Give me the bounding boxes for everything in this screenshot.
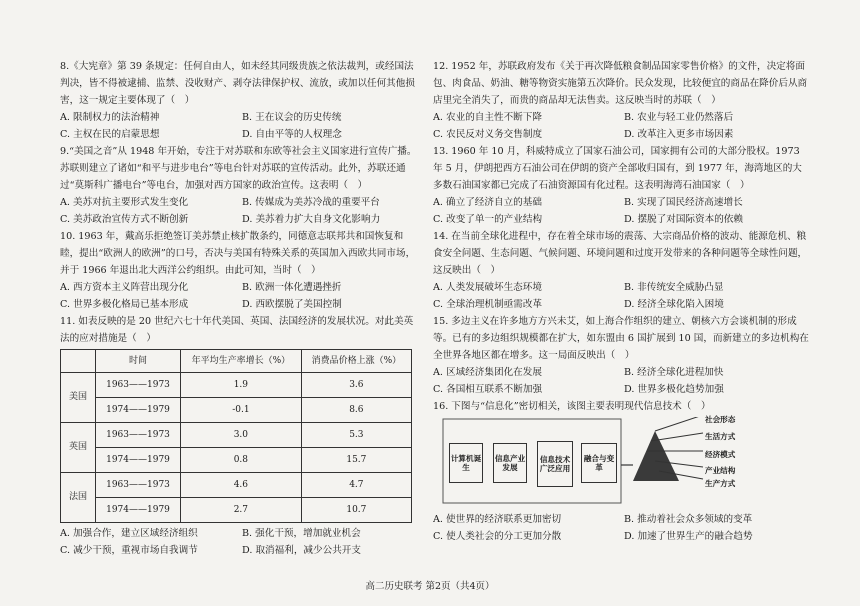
table-row xyxy=(61,423,412,448)
price-cell: 8.6 xyxy=(301,398,411,423)
label-economic-model: 经济模式 xyxy=(705,450,736,459)
box-info-industry: 信息产业发展 xyxy=(493,443,527,483)
question-15 xyxy=(433,313,809,398)
question-11 xyxy=(60,313,418,559)
table-row xyxy=(61,473,412,498)
option-b[interactable]: B. 王在议会的历史传统 xyxy=(242,112,342,123)
option-c[interactable]: C. 主权在民的启蒙思想 xyxy=(60,129,160,140)
table-header-row xyxy=(61,350,412,373)
options xyxy=(433,109,809,143)
informatization-diagram xyxy=(433,417,809,509)
period-cell: 1963——1973 xyxy=(96,373,181,398)
question-text: 14. 在当前全球化进程中，存在着全球市场的震荡、大宗商品价格的波动、能源危机、粮食安全问题、生态问题、气候问题、环境问题和过度开发带来的各种问题等全球性问题，这反映出（ ） xyxy=(433,231,808,276)
label-lifestyle: 生活方式 xyxy=(705,432,736,441)
pointer-line xyxy=(651,433,703,441)
option-b[interactable]: B. 经济全球化进程加快 xyxy=(624,367,724,378)
option-a[interactable]: A. 加强合作，建立区域经济组织 xyxy=(60,528,198,539)
question-text: 12. 1952 年，苏联政府发布《关于再次降低粮食制品国家零售价格》的文件，决定将面包、肉食品、奶油、糖等物资实施第五次降价。民众发现，比较便宜的商品在降价后从商店里完全消失了，而贵的商品却无法售卖。这反映当时的苏联（ ） xyxy=(433,61,808,106)
question-13 xyxy=(433,143,809,228)
question-8 xyxy=(60,58,418,143)
table-row xyxy=(61,448,412,473)
options xyxy=(60,194,418,228)
label-industry-structure: 产业结构 xyxy=(705,466,736,475)
growth-cell: 0.8 xyxy=(181,448,302,473)
left-column xyxy=(60,58,418,559)
country-cell: 英国 xyxy=(61,423,96,473)
option-d[interactable]: D. 改革注入更多市场因素 xyxy=(624,129,734,140)
period-cell: 1974——1979 xyxy=(96,398,181,423)
box-computer-birth: 计算机诞生 xyxy=(449,443,483,483)
option-b[interactable]: B. 推动着社会众多领域的变革 xyxy=(624,514,753,525)
option-c[interactable]: C. 农民反对义务交售制度 xyxy=(433,129,543,140)
pointer-line xyxy=(655,417,703,431)
price-cell: 15.7 xyxy=(301,448,411,473)
question-text: 9.“美国之音”从 1948 年开始，专注于对苏联和东欧等社会主义国家进行宣传广播。苏联则建立了诸如“和平与进步电台”等电台针对苏联的宣传活动。此外，苏联还通过“莫斯科广播电台”等电台，加强对西方国家的政治宣传。这表明（ ） xyxy=(60,146,417,191)
question-text: 10. 1963 年，戴高乐拒绝签订美苏禁止核扩散条约，同德意志联邦共和国恢复和睦，提出“欧洲人的欧洲”的口号，否决与美国有特殊关系的英国加入西欧共同市场，并于 1966 年退出北大西洋公约组织。由此可知，当时（ ） xyxy=(60,231,416,276)
option-d[interactable]: D. 经济全球化陷入困境 xyxy=(624,299,724,310)
economy-table xyxy=(60,349,412,523)
header-cell xyxy=(61,350,96,373)
price-cell: 5.3 xyxy=(301,423,411,448)
question-9 xyxy=(60,143,418,228)
option-c[interactable]: C. 使人类社会的分工更加分散 xyxy=(433,531,562,542)
option-d[interactable]: D. 美苏着力扩大自身文化影响力 xyxy=(242,214,381,225)
option-d[interactable]: D. 摆脱了对国际资本的依赖 xyxy=(624,214,743,225)
country-cell: 法国 xyxy=(61,473,96,523)
table-row xyxy=(61,373,412,398)
question-12 xyxy=(433,58,809,143)
option-b[interactable]: B. 欧洲一体化遭遇挫折 xyxy=(242,282,342,293)
growth-cell: 2.7 xyxy=(181,498,302,523)
option-d[interactable]: D. 取消福利，减少公共开支 xyxy=(242,545,361,556)
options xyxy=(60,525,418,559)
option-a[interactable]: A. 西方资本主义阵营出现分化 xyxy=(60,282,189,293)
option-c[interactable]: C. 美苏政治宣传方式不断创新 xyxy=(60,214,189,225)
option-d[interactable]: D. 世界多极化趋势加强 xyxy=(624,384,724,395)
growth-cell: -0.1 xyxy=(181,398,302,423)
option-b[interactable]: B. 非传统安全威胁凸显 xyxy=(624,282,724,293)
option-a[interactable]: A. 确立了经济自立的基础 xyxy=(433,197,542,208)
header-cell: 时间 xyxy=(96,350,181,373)
label-social-form: 社会形态 xyxy=(705,415,736,424)
question-text: 16. 下图与“信息化”密切相关，该图主要表明现代信息技术（ ） xyxy=(433,401,711,412)
option-a[interactable]: A. 限制权力的法治精神 xyxy=(60,112,160,123)
option-a[interactable]: A. 农业的自主性不断下降 xyxy=(433,112,542,123)
option-d[interactable]: D. 加速了世界生产的融合趋势 xyxy=(624,531,753,542)
options xyxy=(433,194,809,228)
growth-cell: 3.0 xyxy=(181,423,302,448)
question-text: 11. 如表反映的是 20 世纪六七十年代美国、英国、法国经济的发展状况。对此美英法的应对措施是（ ） xyxy=(60,316,414,344)
question-14 xyxy=(433,228,809,313)
growth-cell: 1.9 xyxy=(181,373,302,398)
option-b[interactable]: B. 农业与轻工业仍然落后 xyxy=(624,112,734,123)
options xyxy=(60,279,418,313)
header-cell: 消费品价格上涨（%） xyxy=(301,350,411,373)
box-info-application: 信息技术广泛应用 xyxy=(537,441,573,487)
option-a[interactable]: A. 人类发展破坏生态环境 xyxy=(433,282,542,293)
option-c[interactable]: C. 全球治理机制亟需改革 xyxy=(433,299,543,310)
options xyxy=(433,279,809,313)
options xyxy=(433,364,809,398)
header-cell: 年平均生产率增长（%） xyxy=(181,350,302,373)
box-fusion-change: 融合与变革 xyxy=(581,443,617,483)
option-a[interactable]: A. 美苏对抗主要形式发生变化 xyxy=(60,197,189,208)
question-text: 8.《大宪章》第 39 条规定：任何自由人，如未经其同级贵族之依法裁判，或经国法判决，皆不得被逮捕、监禁、没收财产、剥夺法律保护权、流放，或加以任何其他损害，这一规定主要体现了（ ） xyxy=(60,61,415,106)
options xyxy=(60,109,418,143)
option-d[interactable]: D. 自由平等的人权理念 xyxy=(242,129,342,140)
question-16 xyxy=(433,398,809,545)
option-c[interactable]: C. 各国相互联系不断加强 xyxy=(433,384,543,395)
option-c[interactable]: C. 减少干预，重视市场自我调节 xyxy=(60,545,198,556)
right-column xyxy=(433,58,809,545)
option-a[interactable]: A. 使世界的经济联系更加密切 xyxy=(433,514,562,525)
page-footer: 高二历史联考 第2页（共4页） xyxy=(365,581,495,592)
option-c[interactable]: C. 改变了单一的产业结构 xyxy=(433,214,543,225)
period-cell: 1974——1979 xyxy=(96,498,181,523)
price-cell: 3.6 xyxy=(301,373,411,398)
period-cell: 1963——1973 xyxy=(96,423,181,448)
price-cell: 4.7 xyxy=(301,473,411,498)
question-10 xyxy=(60,228,418,313)
country-cell: 美国 xyxy=(61,373,96,423)
question-text: 13. 1960 年 10 月，科威特成立了国家石油公司，国家拥有公司的大部分股权。1973 年 5 月，伊朗把西方石油公司在伊朗的资产全部收归国有，到 1977 年，海湾地区的大多数石油国家都已完成了石油资源国有化过程。这表明海湾石油国家（ ） xyxy=(433,146,802,191)
growth-cell: 4.6 xyxy=(181,473,302,498)
table-row xyxy=(61,498,412,523)
label-production-mode: 生产方式 xyxy=(705,479,736,488)
option-b[interactable]: B. 实现了国民经济高速增长 xyxy=(624,197,743,208)
option-b[interactable]: B. 强化干预，增加就业机会 xyxy=(242,528,361,539)
diagram-lines xyxy=(433,417,809,509)
option-d[interactable]: D. 西欧摆脱了美国控制 xyxy=(242,299,342,310)
period-cell: 1963——1973 xyxy=(96,473,181,498)
table-row xyxy=(61,398,412,423)
option-a[interactable]: A. 区域经济集团化在发展 xyxy=(433,367,542,378)
options xyxy=(433,511,809,545)
question-text: 15. 多边主义在许多地方方兴未艾，如上海合作组织的建立、朝核六方会谈机制的形成等。已有的多边组织规模都在扩大，如东盟由 6 国扩展到 10 国，而新建立的多边机构在全世界各地区都在增多。这一局面反映出（ ） xyxy=(433,316,809,361)
price-cell: 10.7 xyxy=(301,498,411,523)
period-cell: 1974——1979 xyxy=(96,448,181,473)
option-c[interactable]: C. 世界多极化格局已基本形成 xyxy=(60,299,189,310)
option-b[interactable]: B. 传媒成为美苏冷战的重要平台 xyxy=(242,197,380,208)
